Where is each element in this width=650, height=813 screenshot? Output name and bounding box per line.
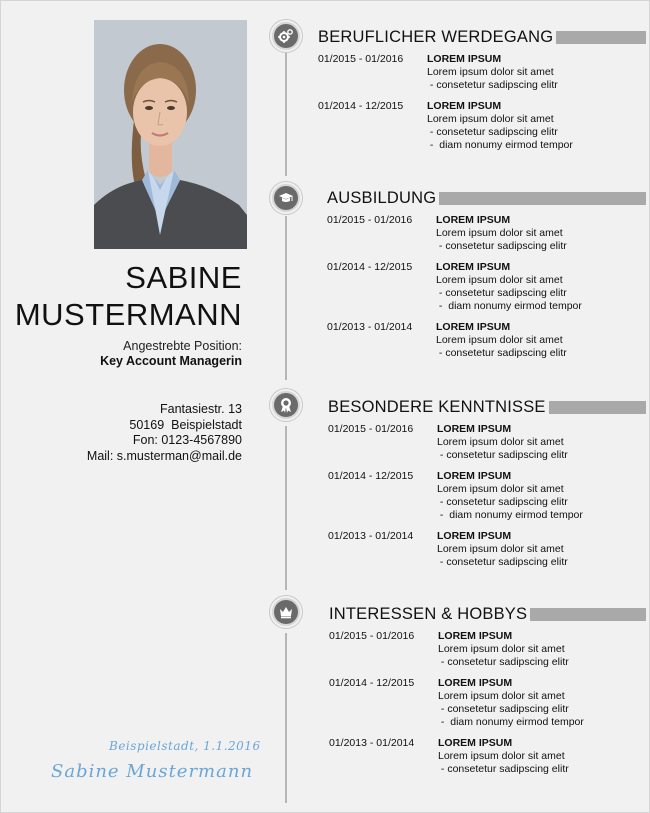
entry-title: LOREM IPSUM: [436, 214, 511, 226]
timeline-node: [270, 20, 302, 52]
entry-line: - consetetur sadipscing elitr: [437, 449, 568, 461]
award-ribbon-icon: [274, 393, 298, 417]
entry-title: LOREM IPSUM: [437, 470, 512, 482]
section-title: AUSBILDUNG: [327, 188, 437, 207]
entry-line: - consetetur sadipscing elitr: [437, 556, 568, 568]
entry-line: Lorem ipsum dolor sit amet: [438, 690, 565, 702]
entry-date: 01/2014 - 12/2015: [327, 261, 413, 273]
section-bar: [549, 401, 646, 414]
entry-date: 01/2013 - 01/2014: [329, 737, 415, 749]
section-title: INTERESSEN & HOBBYS: [329, 604, 528, 623]
entry-title: LOREM IPSUM: [427, 100, 502, 112]
entry-line: Lorem ipsum dolor sit amet: [436, 274, 563, 286]
entry-line: Lorem ipsum dolor sit amet: [437, 436, 564, 448]
entry-body: [438, 630, 569, 669]
entry-line: - consetetur sadipscing elitr: [436, 347, 567, 359]
entry-line: - consetetur sadipscing elitr: [438, 763, 569, 775]
entry-title: LOREM IPSUM: [427, 53, 502, 65]
graduation-cap-icon: [274, 186, 298, 210]
full-name: [15, 259, 242, 333]
entry-line: Lorem ipsum dolor sit amet: [437, 543, 564, 555]
section-skills: [328, 397, 646, 570]
entry-title: LOREM IPSUM: [437, 423, 512, 435]
entry-date: 01/2014 - 12/2015: [318, 100, 404, 112]
list-item: [329, 677, 646, 737]
entry-line: - consetetur sadipscing elitr: [427, 79, 558, 91]
list-item: [327, 214, 646, 261]
contact-city: 50169 Beispielstadt: [129, 417, 242, 432]
entry-line: - diam nonumy eirmod tempor: [438, 716, 584, 728]
section-title: BERUFLICHER WERDEGANG: [318, 27, 554, 46]
timeline-node: [270, 596, 302, 628]
entry-date: 01/2015 - 01/2016: [327, 214, 413, 226]
entry-date: 01/2015 - 01/2016: [329, 630, 415, 642]
section-hobbies: [329, 604, 646, 777]
list-item: [327, 321, 646, 361]
position-label: Angestrebte Position:: [123, 339, 242, 353]
list-item: [318, 100, 646, 152]
section-bar: [556, 31, 646, 44]
entry-body: [438, 677, 584, 729]
section-header: [327, 188, 646, 208]
timeline-line: [285, 426, 287, 590]
contact-block: [87, 402, 242, 464]
entry-title: LOREM IPSUM: [436, 261, 511, 273]
list-item: [329, 737, 646, 777]
timeline-node: [270, 182, 302, 214]
entry-title: LOREM IPSUM: [436, 321, 511, 333]
signature-place-date: Beispielstadt, 1.1.2016: [109, 739, 261, 753]
section-title: BESONDERE KENNTNISSE: [328, 397, 546, 416]
entry-date: 01/2013 - 01/2014: [327, 321, 413, 333]
section-header: [329, 604, 646, 624]
entry-line: Lorem ipsum dolor sit amet: [436, 334, 563, 346]
entry-date: 01/2015 - 01/2016: [328, 423, 414, 435]
entry-line: Lorem ipsum dolor sit amet: [427, 66, 554, 78]
entry-date: 01/2014 - 12/2015: [329, 677, 415, 689]
entry-line: - consetetur sadipscing elitr: [436, 287, 567, 299]
contact-mail: Mail: s.musterman@mail.de: [86, 448, 242, 463]
section-bar: [530, 608, 646, 621]
entry-body: [437, 530, 568, 569]
entry-line: - diam nonumy eirmod tempor: [437, 509, 583, 521]
entry-title: LOREM IPSUM: [438, 630, 513, 642]
list-item: [328, 530, 646, 570]
list-item: [318, 53, 646, 100]
entry-line: - consetetur sadipscing elitr: [438, 656, 569, 668]
first-name: SABINE: [125, 260, 242, 295]
entry-date: 01/2015 - 01/2016: [318, 53, 404, 65]
entry-line: - consetetur sadipscing elitr: [437, 496, 568, 508]
crown-icon: [274, 600, 298, 624]
entry-line: - diam nonumy eirmod tempor: [427, 139, 573, 151]
entry-title: LOREM IPSUM: [438, 677, 513, 689]
gears-icon: [274, 24, 298, 48]
entry-body: [427, 53, 558, 92]
signature-name: Sabine Mustermann: [51, 761, 254, 782]
entry-date: 01/2013 - 01/2014: [328, 530, 414, 542]
entry-date: 01/2014 - 12/2015: [328, 470, 414, 482]
entry-line: Lorem ipsum dolor sit amet: [437, 483, 564, 495]
entry-line: Lorem ipsum dolor sit amet: [438, 643, 565, 655]
entry-title: LOREM IPSUM: [438, 737, 513, 749]
section-header: [328, 397, 646, 417]
last-name: MUSTERMANN: [14, 297, 242, 332]
timeline-line: [285, 633, 287, 803]
section-bar: [439, 192, 646, 205]
section-header: [318, 27, 646, 47]
entry-line: Lorem ipsum dolor sit amet: [438, 750, 565, 762]
list-item: [327, 261, 646, 321]
profile-photo: [94, 20, 247, 249]
entry-line: - consetetur sadipscing elitr: [438, 703, 569, 715]
entry-line: - consetetur sadipscing elitr: [427, 126, 558, 138]
entry-body: [436, 214, 567, 253]
timeline-node: [270, 389, 302, 421]
entry-body: [427, 100, 573, 152]
list-item: [328, 470, 646, 530]
entry-title: LOREM IPSUM: [437, 530, 512, 542]
entry-body: [437, 470, 583, 522]
contact-street: Fantasiestr. 13: [160, 402, 242, 416]
entry-body: [436, 261, 582, 313]
entry-line: Lorem ipsum dolor sit amet: [427, 113, 554, 125]
entry-line: - consetetur sadipscing elitr: [436, 240, 567, 252]
entry-body: [437, 423, 568, 462]
position-value: Key Account Managerin: [100, 354, 242, 368]
entry-body: [436, 321, 567, 360]
timeline-line: [285, 53, 287, 176]
entry-body: [438, 737, 569, 776]
timeline-line: [285, 216, 287, 380]
section-education: [327, 188, 646, 361]
entry-line: - diam nonumy eirmod tempor: [436, 300, 582, 312]
list-item: [329, 630, 646, 677]
list-item: [328, 423, 646, 470]
entry-line: Lorem ipsum dolor sit amet: [436, 227, 563, 239]
contact-phone: Fon: 0123-4567890: [132, 433, 242, 447]
section-work: [318, 27, 646, 152]
